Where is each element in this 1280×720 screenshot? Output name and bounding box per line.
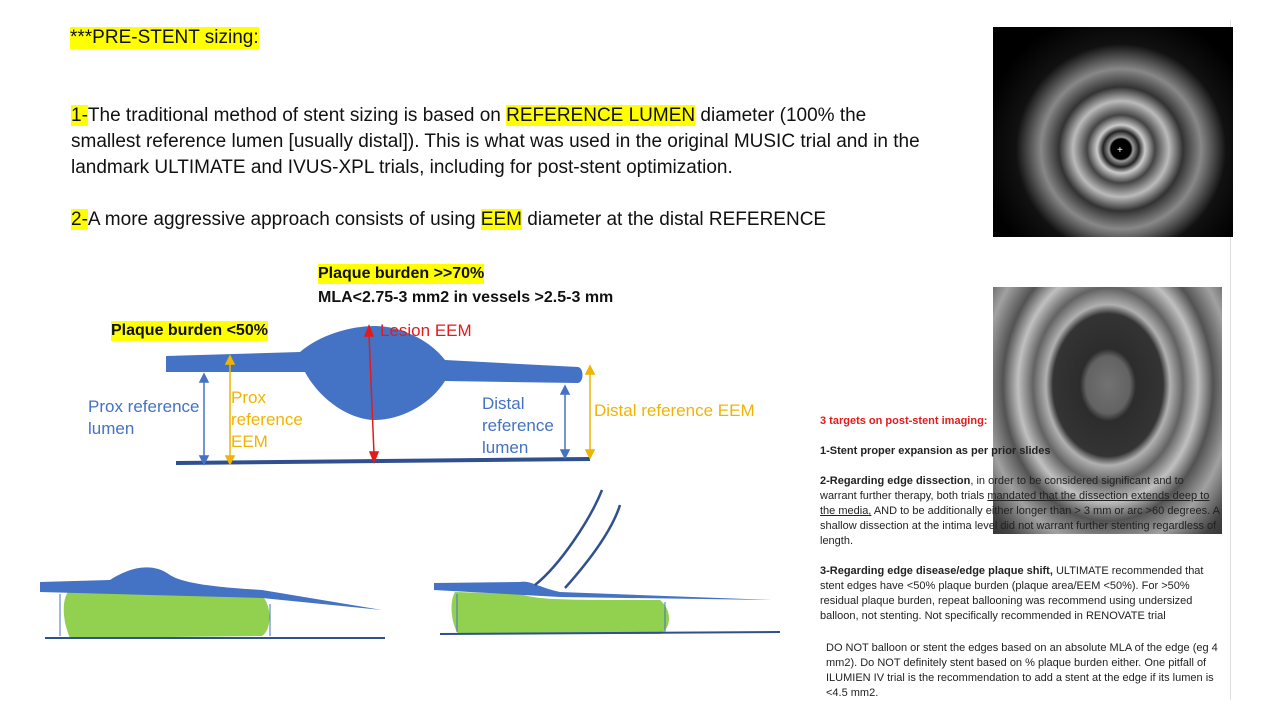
post-stent-item-3: [820, 564, 1220, 624]
post-stent-note: DO NOT balloon or stent the edges based on an absolute MLA of the edge (eg 4 mm2). Do NOT definitely stent based on % plaque burden either. One pitfall of ILUMIEN IV trial is the recommendation to add a stent at the edge if its lumen is <4.5 mm2.: [826, 642, 1218, 699]
slide-title: ***PRE-STENT sizing:: [70, 27, 259, 48]
prox-reference-lumen-label: Prox reference lumen: [88, 397, 200, 438]
lesion-eem-label: Lesion EEM: [380, 321, 472, 340]
point-2-highlight: EEM: [480, 209, 522, 230]
point-1-text: The traditional method of stent sizing is based on: [87, 105, 507, 126]
post-stent-item-2: [820, 474, 1220, 549]
plaque-burden-low: Plaque burden <50%: [111, 322, 268, 339]
distal-lumen-arrow: [561, 386, 569, 458]
item-2-text: , in order to be considered significant and to warrant further therapy, both trials: [820, 475, 1184, 502]
point-1-number: 1-: [71, 105, 88, 126]
catheter-marker-icon: +: [1117, 145, 1123, 156]
point-2-number: 2-: [71, 209, 88, 230]
item-2-heading: 2-Regarding edge dissection: [820, 475, 971, 487]
plaque-left: [64, 592, 270, 638]
post-stent-item-1: 1-Stent proper expansion as per prior slides: [820, 445, 1051, 457]
point-2-text: A more aggressive approach consists of using: [87, 209, 481, 230]
plaque-burden-high: Plaque burden >>70%: [318, 265, 485, 282]
guidewire-1: [535, 490, 602, 585]
baseline: [176, 459, 590, 463]
guidewire-2: [565, 505, 620, 588]
ivus-image-reference: [993, 27, 1233, 237]
point-1-highlight: REFERENCE LUMEN: [506, 105, 696, 126]
item-3-text: ULTIMATE recommended that stent edges have <50% plaque burden (plaque area/EEM <50%). For >50% residual plaque burden, repeat ballooning was recommend using undersized balloon, not stenting. Not specifically recommended in RENOVATE trial: [820, 565, 1204, 622]
plaque-right: [452, 592, 669, 634]
post-stent-heading: 3 targets on post-stent imaging:: [820, 415, 988, 427]
point-2-text-end: diameter at the distal REFERENCE: [521, 209, 827, 230]
distal-reference-eem-label: Distal reference EEM: [594, 401, 755, 420]
item-2-text-end: AND to be additionally either longer than > 3 mm or arc >60 degrees. A shallow dissection at the intima level did not warrant further stenting regardless of length.: [820, 505, 1220, 547]
item-3-heading: 3-Regarding edge disease/edge plaque shift,: [820, 565, 1053, 577]
prox-reference-eem-label: Prox reference EEM: [231, 388, 303, 451]
distal-reference-lumen-label: Distal reference lumen: [482, 394, 554, 457]
point-1-text-end: diameter (100% the smallest reference lumen [usually distal]). This is what was used in the original MUSIC trial and in the landmark ULTIMATE and IVUS-XPL trials, including for post-stent optimization.: [71, 105, 920, 178]
distal-eem-arrow: [586, 366, 594, 458]
item-2-underlined: mandated that the dissection extends deep to the media,: [820, 490, 1210, 517]
mla-criteria: MLA<2.75-3 mm2 in vessels >2.5-3 mm: [318, 289, 614, 306]
